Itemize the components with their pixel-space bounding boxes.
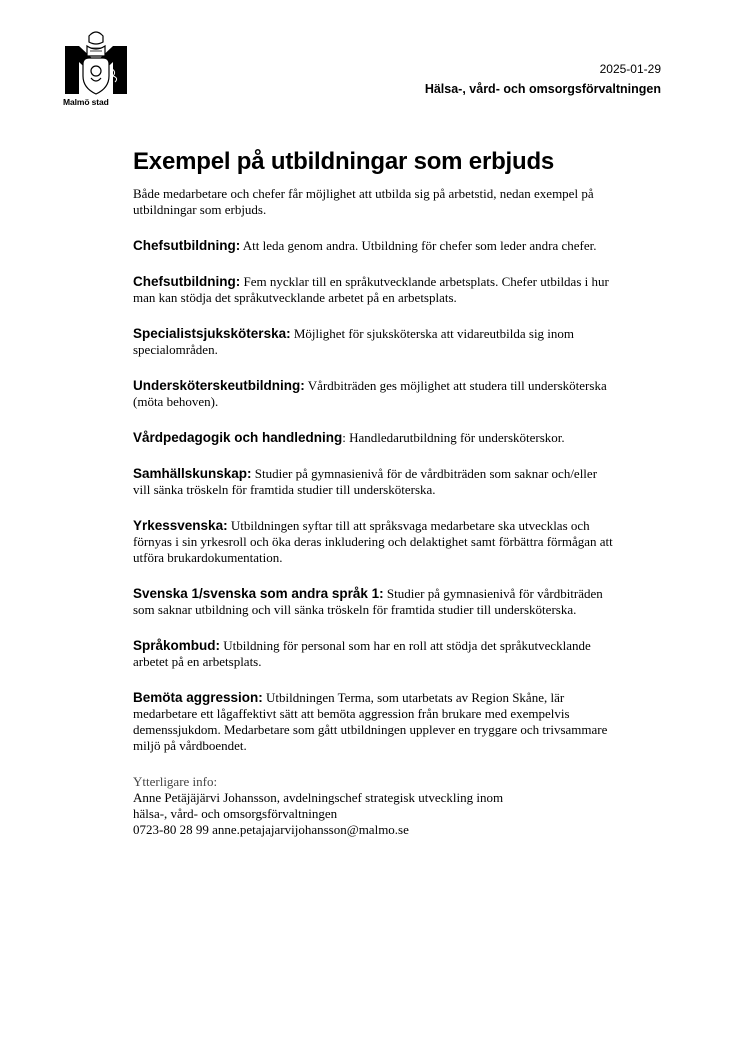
coat-of-arms-icon [63,28,129,98]
training-description: Utbildningen syftar till att språksvaga medarbetare ska utvecklas och förnyas i sin yrkesroll och öka deras inkludering och delaktighet samt förbättra förmågan att utföra brukardokumentation. [133,518,613,565]
training-description: Utbildningen Terma, som utarbetats av Region Skåne, lär medarbetare ett lågaffektivt sätt att bemöta aggression från brukare med exempelvis demenssjukdom. Medarbetare som gått utbildningen upplever en tryggare och trivsammare miljö på vårdboendet. [133,690,608,753]
training-entry [133,690,613,754]
training-entry [133,638,613,670]
training-entry [133,586,613,618]
training-description: Att leda genom andra. Utbildning för chefer som leder andra chefer. [240,238,597,253]
training-description: Studier på gymnasienivå för vårdbiträden som saknar utbildning och vill sänka tröskeln för framtida studier till undersköterska. [133,586,603,617]
training-term: Chefsutbildning: [133,238,241,253]
training-term: Undersköterskeutbildning: [133,378,305,393]
document-date: 2025-01-29 [599,62,661,76]
training-description: Studier på gymnasienivå för de vårdbiträden som saknar och/eller vill sänka tröskeln för framtida studier till undersköterska. [133,466,598,497]
training-description: Vårdbiträden ges möjlighet att studera till undersköterska (möta behoven). [133,378,607,409]
training-description: : Handledarutbildning för undersköterskor. [342,430,565,445]
intro-paragraph: Både medarbetare och chefer får möjlighet att utbilda sig på arbetstid, nedan exempel på utbildningar som erbjuds. [133,186,594,217]
training-description: Utbildning för personal som har en roll att stödja det språkutvecklande arbetet på en arbetsplats. [133,638,591,669]
contact-name-line: Anne Petäjäjärvi Johansson, avdelningschef strategisk utveckling inom [133,790,504,805]
training-term: Chefsutbildning: [133,274,241,289]
training-entry [133,326,613,358]
page-title: Exempel på utbildningar som erbjuds [133,148,555,175]
training-entry [133,466,613,498]
training-term: Yrkessvenska: [133,518,228,533]
training-term: Bemöta aggression: [133,690,263,705]
training-term: Specialistsjuksköterska: [133,326,291,341]
training-description: Möjlighet för sjuksköterska att vidareutbilda sig inom specialområden. [133,326,575,357]
training-entry [133,430,613,446]
training-term: Samhällskunskap: [133,466,252,481]
logo-caption: Malmö stad [63,97,109,107]
contact-info [133,774,613,838]
training-term: Språkombud: [133,638,221,653]
training-entry [133,518,613,566]
training-term: Svenska 1/svenska som andra språk 1: [133,586,384,601]
training-entry [133,238,613,254]
department-name: Hälsa-, vård- och omsorgsförvaltningen [424,82,661,96]
training-description: Fem nycklar till en språkutvecklande arbetsplats. Chefer utbildas i hur man kan stödja det språkutvecklande arbetet på en arbetsplats. [133,274,609,305]
training-entry [133,378,613,410]
contact-label: Ytterligare info: [133,774,218,789]
document-body [133,148,613,838]
contact-phone-email: 0723-80 28 99 anne.petajajarvijohansson@malmo.se [133,822,409,837]
contact-department-line: hälsa-, vård- och omsorgsförvaltningen [133,806,338,821]
training-term: Vårdpedagogik och handledning [133,430,343,445]
training-entry [133,274,613,306]
